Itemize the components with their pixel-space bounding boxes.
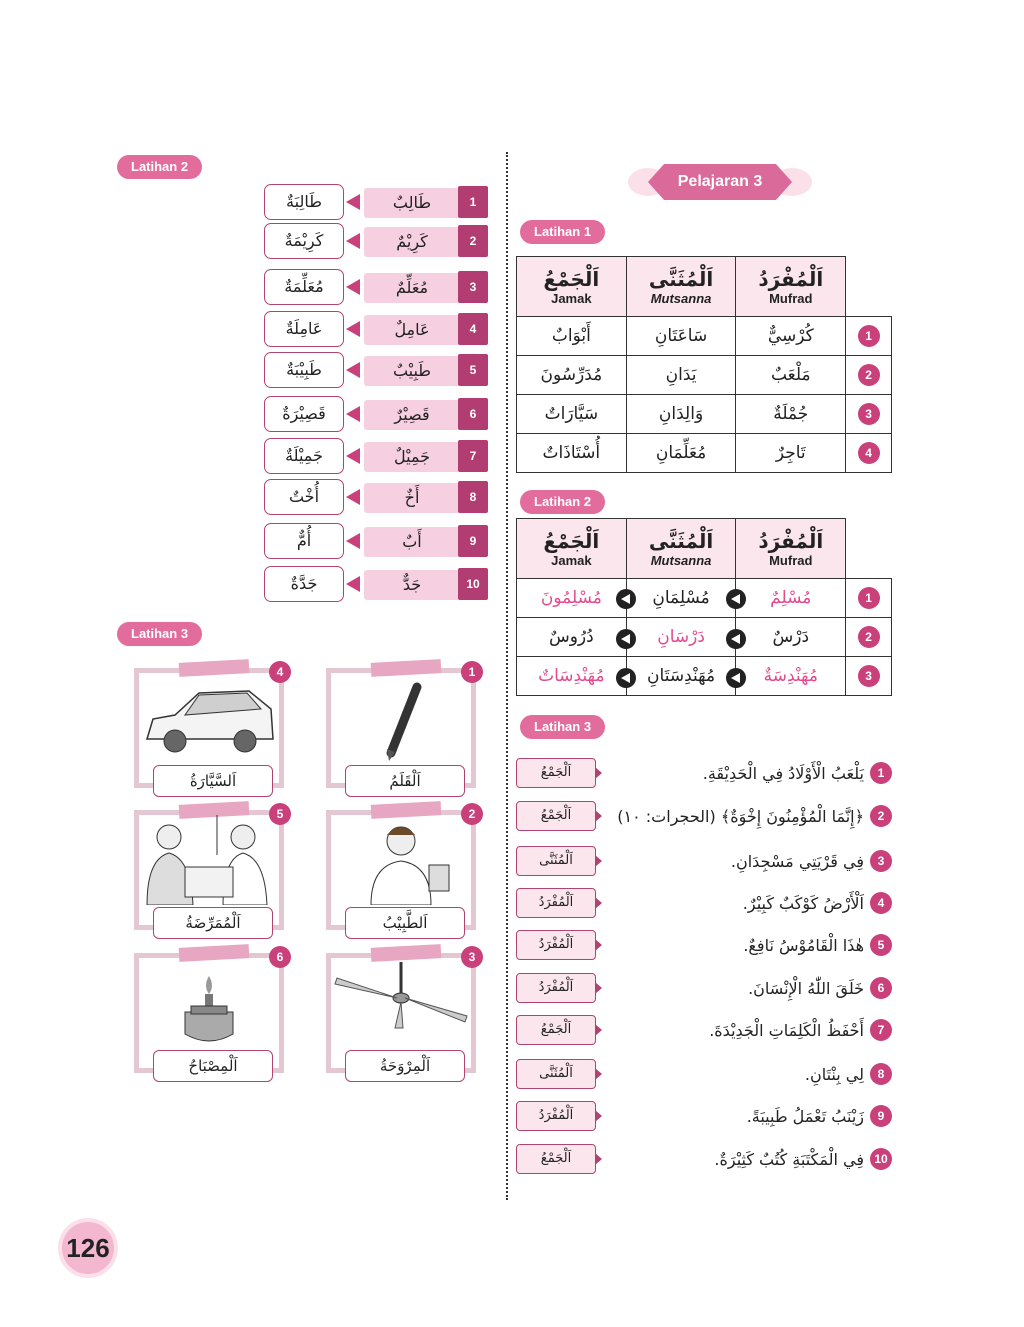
- header-mufrad: اَلْمُفْرَدُ Mufrad: [736, 519, 846, 579]
- latihan-2-right-badge: Latihan 2: [520, 490, 605, 514]
- doctor-icon: [331, 815, 471, 905]
- latihan-1-badge: Latihan 1: [520, 220, 605, 244]
- table-row: مُسْلِمُونَ مُسْلِمَانِ مُسْلِمٌ 1: [517, 579, 892, 618]
- header-jamak: اَلْجَمْعُ Jamak: [517, 257, 627, 317]
- list-item: اَلْمُثَنَّى فِي قَرْيَتِي مَسْجِدَانِ. 3: [516, 846, 892, 880]
- header-mutsanna: اَلْمُثَنَّى Mutsanna: [626, 257, 736, 317]
- latihan-3-right-badge: Latihan 3: [520, 715, 605, 739]
- pelajaran-title: Pelajaran 3: [677, 173, 763, 190]
- table-row: أُسْتَاذَاتٌ مُعَلِّمَانِ تَاجِرٌ 4: [517, 434, 892, 473]
- arrow-left-icon: [616, 589, 636, 609]
- picture-card: 1 اَلْقَلَمُ: [326, 668, 476, 788]
- column-divider: [506, 152, 508, 1200]
- pen-icon: [331, 673, 471, 763]
- header-mufrad: اَلْمُفْرَدُ Mufrad: [736, 257, 846, 317]
- table-row: مُهَنْدِسَاتٌ مُهَنْدِسَتَانِ مُهَنْدِسَةٌ 3: [517, 657, 892, 696]
- picture-card: 2 اَلطَّبِيْبُ: [326, 810, 476, 930]
- list-item: اَلْمُفْرَدُ خَلَقَ اللّٰهُ الْإِنْسَانَ. 6: [516, 973, 892, 1007]
- arrow-left-icon: [616, 629, 636, 649]
- table-row: أَبْوَابٌ سَاعَتَانِ كُرْسِيٌّ 1: [517, 317, 892, 356]
- arrow-left-icon: [726, 589, 746, 609]
- list-item: أُخْتٌ أَخٌ 8: [264, 479, 488, 515]
- lamp-icon: [139, 958, 279, 1048]
- list-item: اَلْمُفْرَدُ زَيْنَبُ تَعْمَلُ طَبِيبَةً. 9: [516, 1101, 892, 1135]
- list-item: اَلْجَمْعُ ﴿إِنَّمَا الْمُؤْمِنُونَ إِخْوَةٌ﴾ (الحجرات: ١٠) 2: [516, 801, 892, 835]
- table-row: مُدَرِّسُونَ يَدَانِ مَلْعَبٌ 2: [517, 356, 892, 395]
- arrow-left-icon: [726, 629, 746, 649]
- table-row: سَيَّارَاتٌ وَالِدَانِ جُمْلَةٌ 3: [517, 395, 892, 434]
- list-item: أُمٌّ أَبٌ 9: [264, 523, 488, 559]
- fan-icon: [331, 958, 471, 1048]
- list-item: اَلْجَمْعُ فِي الْمَكْتَبَةِ كُتُبٌ كَثِيْرَةٌ. 10: [516, 1144, 892, 1178]
- picture-card: 5 اَلْمُمَرِّضَةُ: [134, 810, 284, 930]
- list-item: اَلْمُفْرَدُ اَلْأَرْضُ كَوْكَبٌ كَبِيْرٌ. 4: [516, 888, 892, 922]
- table-row: دُرُوسٌ دَرْسَانِ دَرْسٌ 2: [517, 618, 892, 657]
- list-item: كَرِيْمَةٌ كَرِيْمٌ 2: [264, 223, 488, 259]
- list-item: اَلْجَمْعُ يَلْعَبُ الْأَوْلَادُ فِي الْحَدِيْقَةِ. 1: [516, 758, 892, 792]
- list-item: اَلْجَمْعُ أَحْفَظُ الْكَلِمَاتِ الْجَدِيْدَةَ. 7: [516, 1015, 892, 1049]
- list-item: اَلْمُثَنَّى لِي بِنْتَانِ. 8: [516, 1059, 892, 1093]
- latihan-2-left-badge: Latihan 2: [117, 155, 202, 179]
- list-item: عَامِلَةٌ عَامِلٌ 4: [264, 311, 488, 347]
- pelajaran-banner: [640, 162, 800, 202]
- picture-card: 3 اَلْمِرْوَحَةُ: [326, 953, 476, 1073]
- list-item: جَدَّةٌ جَدٌّ 10: [264, 566, 488, 602]
- list-item: طَبِيْبَةٌ طَبِيْبٌ 5: [264, 352, 488, 388]
- list-item: طَالِبَةٌ طَالِبٌ 1: [264, 184, 488, 220]
- arrow-left-icon: [616, 668, 636, 688]
- arrow-left-icon: [726, 668, 746, 688]
- page-number: 126: [58, 1218, 118, 1278]
- list-item: جَمِيْلَةٌ جَمِيْلٌ 7: [264, 438, 488, 474]
- picture-card: 4 اَلسَّيَّارَةُ: [134, 668, 284, 788]
- header-jamak: اَلْجَمْعُ Jamak: [517, 519, 627, 579]
- list-item: قَصِيْرَةٌ قَصِيْرٌ 6: [264, 396, 488, 432]
- list-item: مُعَلِّمَةٌ مُعَلِّمٌ 3: [264, 269, 488, 305]
- nurse-icon: [139, 815, 279, 905]
- list-item: اَلْمُفْرَدُ هٰذَا الْقَامُوْسُ نَافِعٌ. 5: [516, 930, 892, 964]
- latihan-2-table: [516, 518, 892, 696]
- latihan-1-table: [516, 256, 892, 473]
- picture-card: 6 اَلْمِصْبَاحُ: [134, 953, 284, 1073]
- latihan-3-left-badge: Latihan 3: [117, 622, 202, 646]
- header-mutsanna: اَلْمُثَنَّى Mutsanna: [626, 519, 736, 579]
- car-icon: [139, 673, 279, 763]
